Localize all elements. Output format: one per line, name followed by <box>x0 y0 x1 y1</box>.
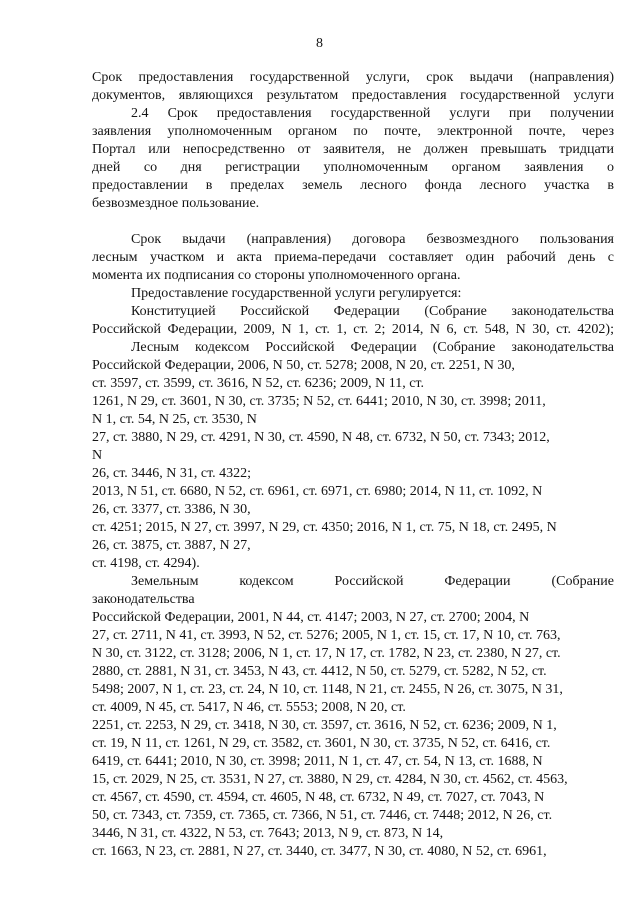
text-line: Земельным кодексом Российской Федерации (Собрание <box>131 574 614 589</box>
text-line: Срок выдачи (направления) договора безвозмездного пользования <box>131 232 614 247</box>
text-line: N 1, ст. 54, N 25, ст. 3530, N <box>92 412 257 427</box>
text-line: момента их подписания со стороны уполномоченного органа. <box>92 268 461 283</box>
text-line: 27, ст. 3880, N 29, ст. 4291, N 30, ст. 4590, N 48, ст. 6732, N 50, ст. 7343; 2012, <box>92 430 550 445</box>
text-line: 27, ст. 2711, N 41, ст. 3993, N 52, ст. 5276; 2005, N 1, ст. 15, ст. 17, N 10, ст. 763, <box>92 628 561 643</box>
text-line: документов, являющихся результатом предоставления государственной услуги <box>92 88 614 103</box>
text-line: 15, ст. 2029, N 25, ст. 3531, N 27, ст. 3880, N 29, ст. 4284, N 30, ст. 4562, ст. 4563, <box>92 772 568 787</box>
text-line: ст. 4198, ст. 4294). <box>92 556 200 571</box>
text-line: предоставлении в пределах земель лесного фонда лесного участка в <box>92 178 614 193</box>
text-line: 2251, ст. 2253, N 29, ст. 3418, N 30, ст. 3597, ст. 3616, N 52, ст. 6236; 2009, N 1, <box>92 718 557 733</box>
text-line: ст. 19, N 11, ст. 1261, N 29, ст. 3582, ст. 3601, N 30, ст. 3735, N 52, ст. 6416, ст. <box>92 736 551 751</box>
text-line: ст. 4009, N 45, ст. 5417, N 46, ст. 5553; 2008, N 20, ст. <box>92 700 406 715</box>
text-line: 2013, N 51, ст. 6680, N 52, ст. 6961, ст. 6971, ст. 6980; 2014, N 11, ст. 1092, N <box>92 484 543 499</box>
text-line: Срок предоставления государственной услуги, срок выдачи (направления) <box>92 70 614 85</box>
text-line: N <box>92 448 103 463</box>
text-line: дней со дня регистрации уполномоченным органом заявления о <box>92 160 614 175</box>
text-line: заявления уполномоченным органом по почте, электронной почте, через <box>92 124 614 139</box>
text-line: Лесным кодексом Российской Федерации (Собрание законодательства <box>131 340 614 355</box>
text-line: ст. 1663, N 23, ст. 2881, N 27, ст. 3440, ст. 3477, N 30, ст. 4080, N 52, ст. 6961, <box>92 844 547 859</box>
text-line: ст. 3597, ст. 3599, ст. 3616, N 52, ст. 6236; 2009, N 11, ст. <box>92 376 424 391</box>
text-line: 6419, ст. 6441; 2010, N 30, ст. 3998; 2011, N 1, ст. 47, ст. 54, N 13, ст. 1688, N <box>92 754 543 769</box>
text-line: 50, ст. 7343, ст. 7359, ст. 7365, ст. 7366, N 51, ст. 7446, ст. 7448; 2012, N 26, ст. <box>92 808 553 823</box>
text-line: 2880, ст. 2881, N 31, ст. 3453, N 43, ст. 4412, N 50, ст. 5279, ст. 5282, N 52, ст. <box>92 664 547 679</box>
text-line: Российской Федерации, 2009, N 1, ст. 1, ст. 2; 2014, N 6, ст. 548, N 30, ст. 4202); <box>92 322 614 337</box>
text-line: законодательства <box>92 592 195 607</box>
text-line: Российской Федерации, 2006, N 50, ст. 5278; 2008, N 20, ст. 2251, N 30, <box>92 358 515 373</box>
text-line: Российской Федерации, 2001, N 44, ст. 4147; 2003, N 27, ст. 2700; 2004, N <box>92 610 530 625</box>
text-line: Портал или непосредственно от заявителя, не должен превышать тридцати <box>92 142 614 157</box>
text-line: лесным участком и акта приема-передачи составляет один рабочий день с <box>92 250 614 265</box>
text-line: 5498; 2007, N 1, ст. 23, ст. 24, N 10, ст. 1148, N 21, ст. 2455, N 26, ст. 3075, N 31, <box>92 682 563 697</box>
text-line: N 30, ст. 3122, ст. 3128; 2006, N 1, ст. 17, N 17, ст. 1782, N 23, ст. 2380, N 27, ст. <box>92 646 561 661</box>
page-number: 8 <box>316 36 323 51</box>
text-line: ст. 4567, ст. 4590, ст. 4594, ст. 4605, N 48, ст. 6732, N 49, ст. 7027, ст. 7043, N <box>92 790 545 805</box>
text-line: безвозмездное пользование. <box>92 196 260 211</box>
text-line: 26, ст. 3377, ст. 3386, N 30, <box>92 502 251 517</box>
text-line: Предоставление государственной услуги регулируется: <box>131 286 462 301</box>
text-line: 26, ст. 3446, N 31, ст. 4322; <box>92 466 252 481</box>
text-line: Конституцией Российской Федерации (Собрание законодательства <box>131 304 614 319</box>
text-line: 2.4 Срок предоставления государственной услуги при получении <box>131 106 614 121</box>
text-line: 3446, N 31, ст. 4322, N 53, ст. 7643; 2013, N 9, ст. 873, N 14, <box>92 826 444 841</box>
text-line: 1261, N 29, ст. 3601, N 30, ст. 3735; N 52, ст. 6441; 2010, N 30, ст. 3998; 2011, <box>92 394 546 409</box>
text-line: ст. 4251; 2015, N 27, ст. 3997, N 29, ст. 4350; 2016, N 1, ст. 75, N 18, ст. 2495, N <box>92 520 557 535</box>
text-line: 26, ст. 3875, ст. 3887, N 27, <box>92 538 251 553</box>
